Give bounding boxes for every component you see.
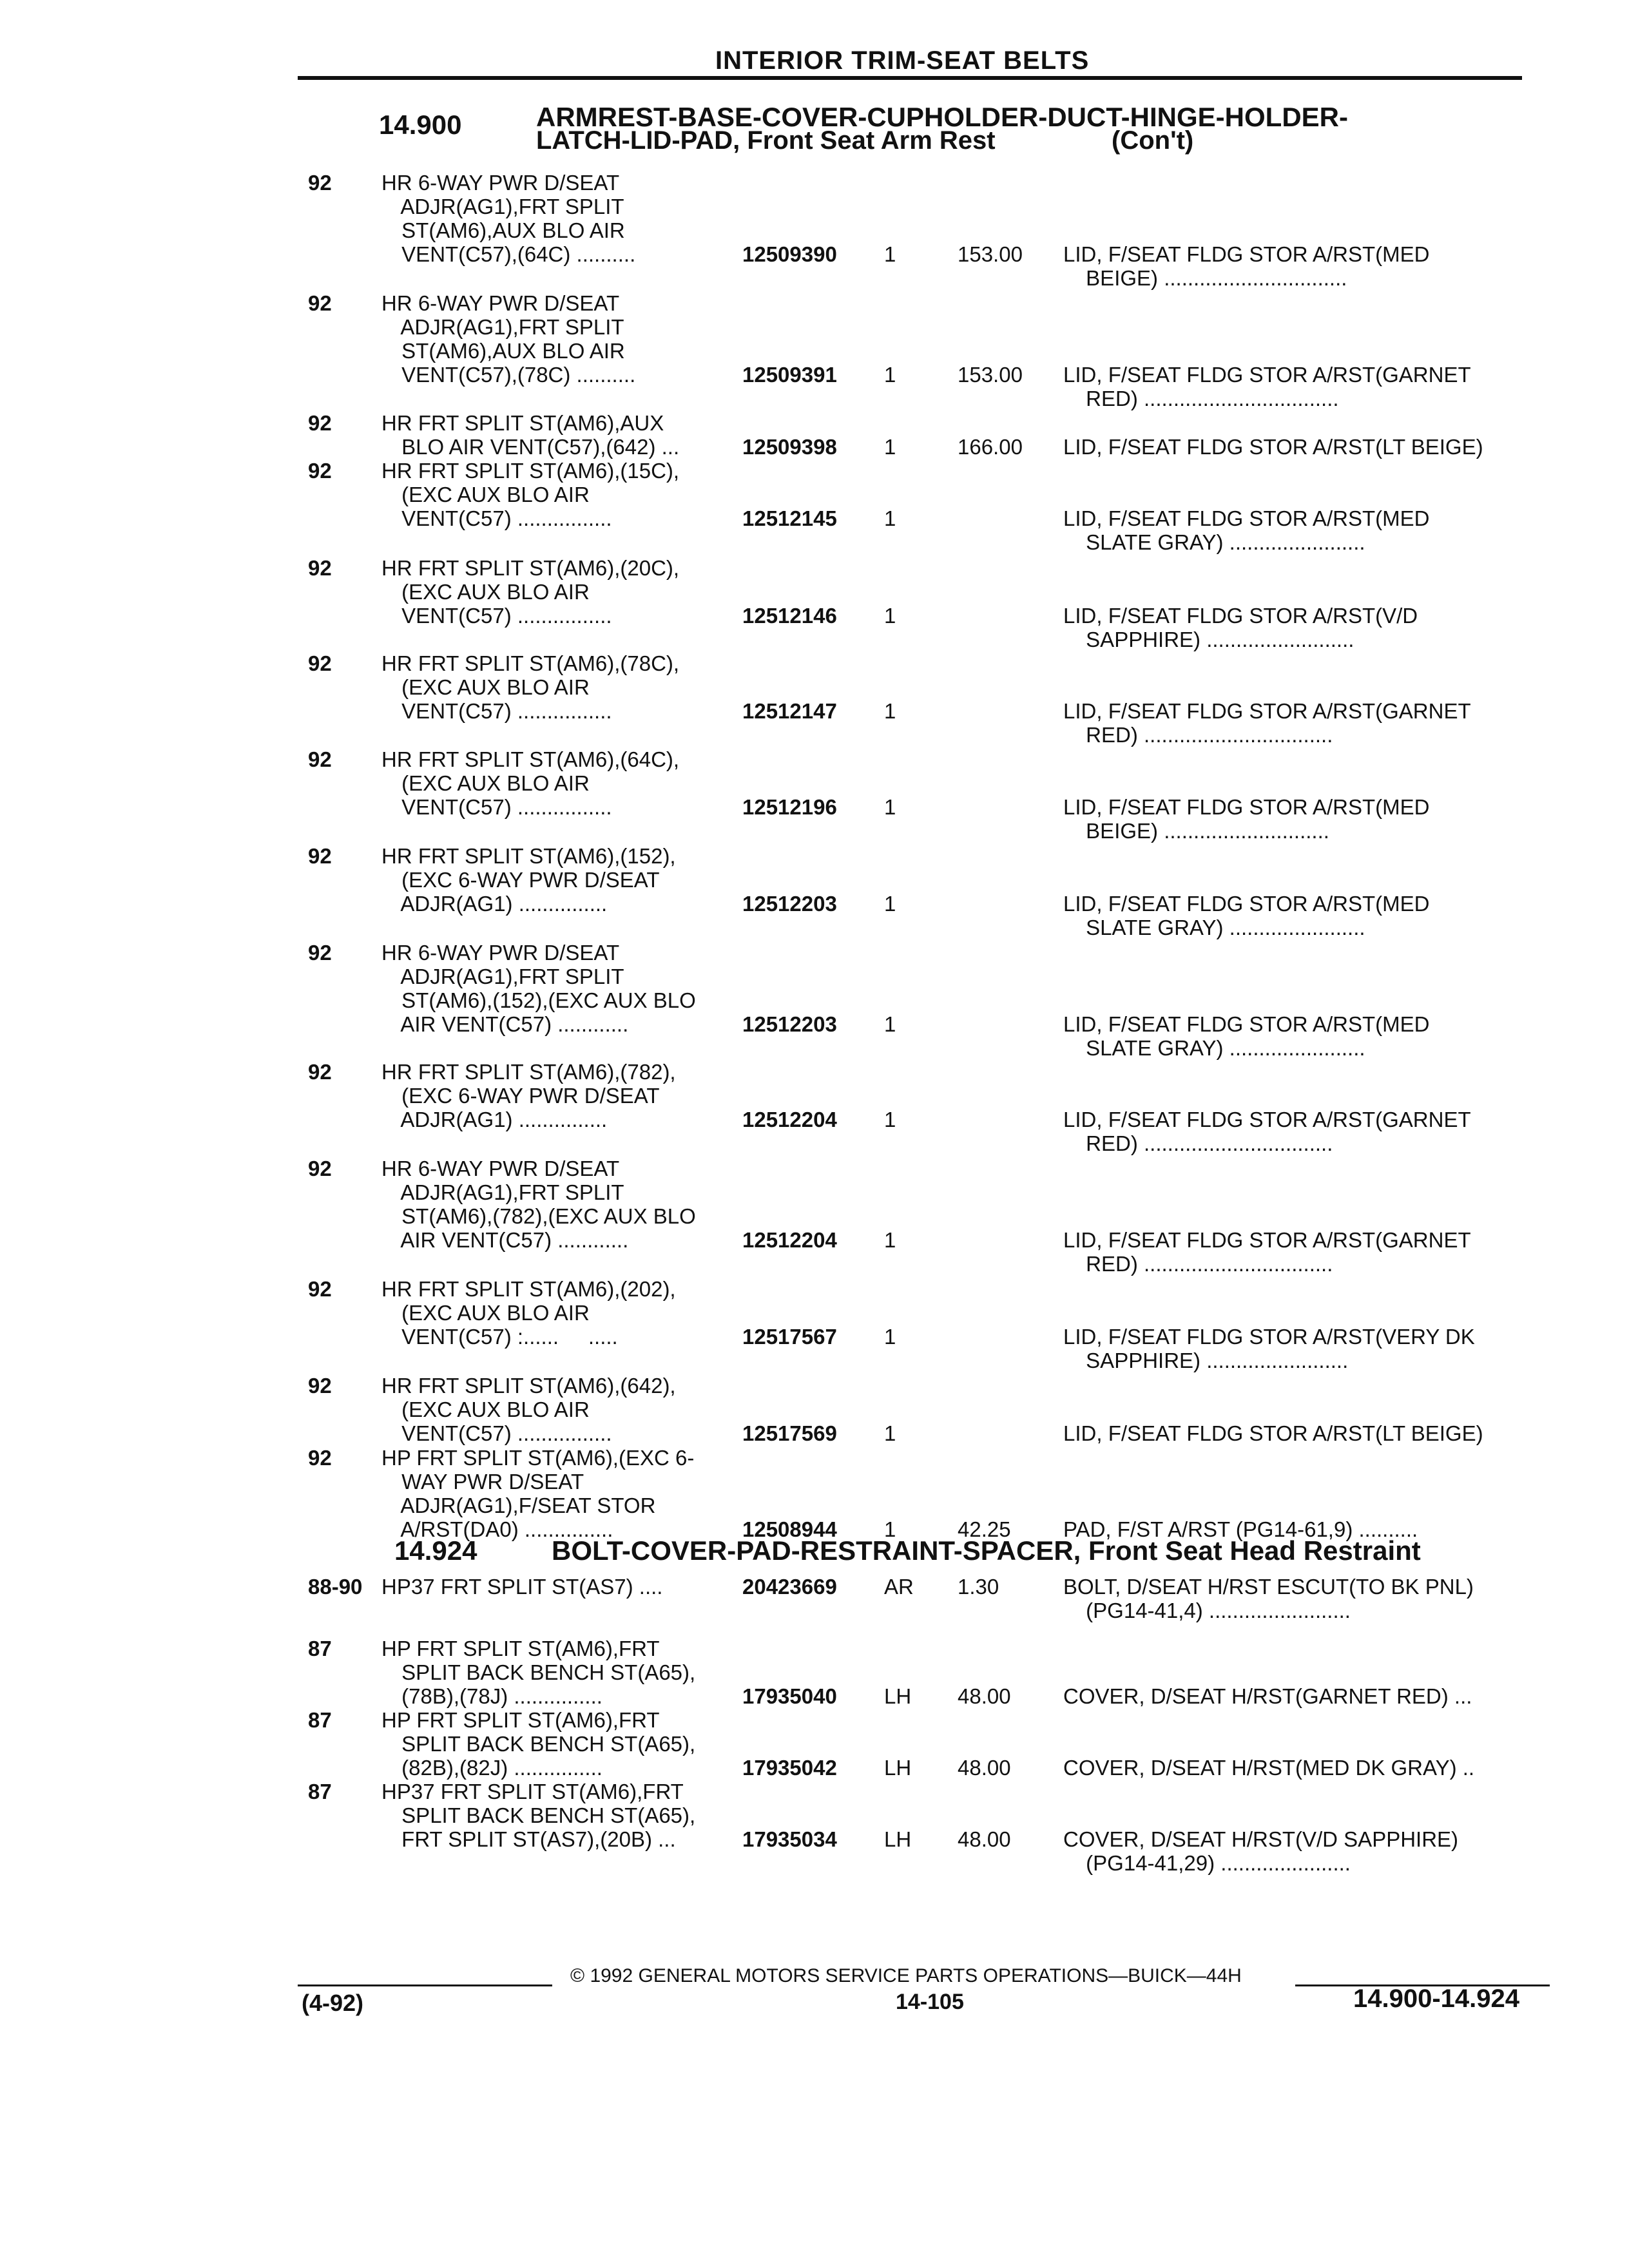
part-name: COVER, D/SEAT H/RST(MED DK GRAY) .. xyxy=(1063,1756,1475,1780)
part-number: 17935040 xyxy=(742,1684,837,1708)
part-name: SAPPHIRE) ........................ xyxy=(1080,1349,1349,1372)
part-name: (PG14-41,29) ...................... xyxy=(1080,1851,1351,1875)
model-code: 92 xyxy=(308,651,332,675)
section-title: ARMREST-BASE-COVER-CUPHOLDER-DUCT-HINGE-HOLDER- xyxy=(536,102,1348,132)
part-number: 12512203 xyxy=(742,1012,837,1036)
part-name: PAD, F/ST A/RST (PG14-61,9) .......... xyxy=(1063,1517,1418,1541)
usage-description: HP FRT SPLIT ST(AM6),FRT xyxy=(381,1708,660,1732)
quantity: 1 xyxy=(884,604,896,628)
price: 48.00 xyxy=(958,1756,1011,1780)
model-code: 92 xyxy=(308,556,332,580)
quantity: 1 xyxy=(884,1012,896,1036)
price: 42.25 xyxy=(958,1517,1011,1541)
usage-description: VENT(C57) :...... ..... xyxy=(396,1325,618,1349)
part-number: 12512146 xyxy=(742,604,837,628)
part-name: LID, F/SEAT FLDG STOR A/RST(MED xyxy=(1063,1012,1430,1036)
footer-page-number: 14-105 xyxy=(896,1990,964,2014)
model-code: 92 xyxy=(308,1157,332,1180)
footer-section-range: 14.900-14.924 xyxy=(1353,1984,1520,2013)
part-number: 12512147 xyxy=(742,699,837,723)
part-name: SLATE GRAY) ....................... xyxy=(1080,1036,1365,1060)
part-number: 17935034 xyxy=(742,1827,837,1851)
quantity: LH xyxy=(884,1684,912,1708)
usage-description: SPLIT BACK BENCH ST(A65), xyxy=(396,1660,696,1684)
usage-description: AIR VENT(C57) ............ xyxy=(396,1012,629,1036)
usage-description: HR FRT SPLIT ST(AM6),(64C), xyxy=(381,747,680,771)
usage-description: ADJR(AG1),FRT SPLIT xyxy=(396,315,624,339)
usage-description: VENT(C57) ................ xyxy=(396,506,612,530)
quantity: 1 xyxy=(884,892,896,916)
quantity: 1 xyxy=(884,1228,896,1252)
part-name: LID, F/SEAT FLDG STOR A/RST(GARNET xyxy=(1063,699,1471,723)
part-name: (PG14-41,4) ........................ xyxy=(1080,1599,1351,1622)
model-code: 87 xyxy=(308,1637,332,1660)
part-name: RED) ................................ xyxy=(1080,723,1333,747)
usage-description: SPLIT BACK BENCH ST(A65), xyxy=(396,1732,696,1756)
part-name: LID, F/SEAT FLDG STOR A/RST(MED xyxy=(1063,892,1430,916)
model-code: 92 xyxy=(308,1060,332,1084)
price: 1.30 xyxy=(958,1575,999,1599)
part-number: 20423669 xyxy=(742,1575,837,1599)
usage-description: VENT(C57),(64C) .......... xyxy=(396,242,636,266)
model-code: 92 xyxy=(308,941,332,965)
quantity: 1 xyxy=(884,1421,896,1445)
model-code: 92 xyxy=(308,1374,332,1398)
quantity: 1 xyxy=(884,1517,896,1541)
usage-description: HR FRT SPLIT ST(AM6),(782), xyxy=(381,1060,676,1084)
usage-description: HR 6-WAY PWR D/SEAT xyxy=(381,171,620,195)
model-code: 92 xyxy=(308,459,332,483)
part-number: 12512145 xyxy=(742,506,837,530)
usage-description: AIR VENT(C57) ............ xyxy=(396,1228,629,1252)
usage-description: HR FRT SPLIT ST(AM6),(202), xyxy=(381,1277,676,1301)
usage-description: HR 6-WAY PWR D/SEAT xyxy=(381,291,620,315)
price: 153.00 xyxy=(958,242,1023,266)
model-code: 92 xyxy=(308,171,332,195)
usage-description: ADJR(AG1),FRT SPLIT xyxy=(396,195,624,218)
usage-description: (EXC AUX BLO AIR xyxy=(396,675,590,699)
usage-description: ST(AM6),(782),(EXC AUX BLO xyxy=(396,1204,696,1228)
usage-description: HR 6-WAY PWR D/SEAT xyxy=(381,1157,620,1180)
usage-description: HP37 FRT SPLIT ST(AM6),FRT xyxy=(381,1780,684,1803)
model-code: 92 xyxy=(308,1446,332,1470)
quantity: 1 xyxy=(884,1325,896,1349)
price: 48.00 xyxy=(958,1827,1011,1851)
part-name: LID, F/SEAT FLDG STOR A/RST(MED xyxy=(1063,506,1430,530)
usage-description: (EXC AUX BLO AIR xyxy=(396,483,590,506)
part-number: 12509398 xyxy=(742,435,837,459)
usage-description: (EXC AUX BLO AIR xyxy=(396,771,590,795)
quantity: LH xyxy=(884,1827,912,1851)
usage-description: HP FRT SPLIT ST(AM6),(EXC 6- xyxy=(381,1446,695,1470)
part-name: BEIGE) ............................... xyxy=(1080,266,1347,290)
usage-description: HR FRT SPLIT ST(AM6),(152), xyxy=(381,844,676,868)
usage-description: HR FRT SPLIT ST(AM6),(15C), xyxy=(381,459,680,483)
part-name: SLATE GRAY) ....................... xyxy=(1080,916,1365,939)
usage-description: (EXC AUX BLO AIR xyxy=(396,1301,590,1325)
model-code: 92 xyxy=(308,291,332,315)
part-name: LID, F/SEAT FLDG STOR A/RST(MED xyxy=(1063,242,1430,266)
model-code: 88-90 xyxy=(308,1575,363,1599)
model-code: 92 xyxy=(308,747,332,771)
usage-description: (EXC 6-WAY PWR D/SEAT xyxy=(396,868,660,892)
price: 166.00 xyxy=(958,435,1023,459)
part-number: 12517569 xyxy=(742,1421,837,1445)
usage-description: (EXC AUX BLO AIR xyxy=(396,580,590,604)
part-name: SAPPHIRE) ......................... xyxy=(1080,628,1354,651)
part-name: LID, F/SEAT FLDG STOR A/RST(GARNET xyxy=(1063,1108,1471,1131)
usage-description: HR FRT SPLIT ST(AM6),(20C), xyxy=(381,556,680,580)
quantity: 1 xyxy=(884,506,896,530)
usage-description: HR FRT SPLIT ST(AM6),(78C), xyxy=(381,651,680,675)
model-code: 92 xyxy=(308,844,332,868)
page-title: INTERIOR TRIM-SEAT BELTS xyxy=(715,46,1090,75)
usage-description: ST(AM6),AUX BLO AIR xyxy=(396,339,625,363)
model-code: 92 xyxy=(308,1277,332,1301)
quantity: 1 xyxy=(884,795,896,819)
usage-description: (78B),(78J) ............... xyxy=(396,1684,602,1708)
section-subtitle: LATCH-LID-PAD, Front Seat Arm Rest xyxy=(536,126,996,155)
part-name: RED) ................................ xyxy=(1080,1131,1333,1155)
footer-rule-left xyxy=(298,1984,552,1986)
usage-description: ADJR(AG1),F/SEAT STOR xyxy=(396,1494,656,1517)
section-number: 14.900 xyxy=(379,110,462,140)
part-name: LID, F/SEAT FLDG STOR A/RST(LT BEIGE) xyxy=(1063,435,1483,459)
usage-description: ADJR(AG1),FRT SPLIT xyxy=(396,1180,624,1204)
part-name: RED) ................................. xyxy=(1080,387,1339,410)
model-code: 87 xyxy=(308,1708,332,1732)
part-number: 12512204 xyxy=(742,1228,837,1252)
part-number: 17935042 xyxy=(742,1756,837,1780)
footer-date: (4-92) xyxy=(302,1990,364,2016)
part-number: 12512203 xyxy=(742,892,837,916)
usage-description: (EXC 6-WAY PWR D/SEAT xyxy=(396,1084,660,1108)
part-name: COVER, D/SEAT H/RST(V/D SAPPHIRE) xyxy=(1063,1827,1459,1851)
part-name: LID, F/SEAT FLDG STOR A/RST(VERY DK xyxy=(1063,1325,1475,1349)
usage-description: HR 6-WAY PWR D/SEAT xyxy=(381,941,620,965)
usage-description: (82B),(82J) ............... xyxy=(396,1756,602,1780)
usage-description: VENT(C57) ................ xyxy=(396,604,612,628)
part-number: 12508944 xyxy=(742,1517,837,1541)
quantity: 1 xyxy=(884,1108,896,1131)
usage-description: ADJR(AG1) ............... xyxy=(396,1108,608,1131)
part-name: RED) ................................ xyxy=(1080,1252,1333,1276)
usage-description: A/RST(DA0) ............... xyxy=(396,1517,613,1541)
part-number: 12517567 xyxy=(742,1325,837,1349)
usage-description: HR FRT SPLIT ST(AM6),(642), xyxy=(381,1374,676,1398)
usage-description: (EXC AUX BLO AIR xyxy=(396,1398,590,1421)
part-name: COVER, D/SEAT H/RST(GARNET RED) ... xyxy=(1063,1684,1472,1708)
quantity: AR xyxy=(884,1575,914,1599)
part-name: BOLT, D/SEAT H/RST ESCUT(TO BK PNL) xyxy=(1063,1575,1474,1599)
part-number: 12509391 xyxy=(742,363,837,387)
footer-copyright: © 1992 GENERAL MOTORS SERVICE PARTS OPERATIONS—BUICK—44H xyxy=(570,1965,1242,1986)
section-number: 14.924 xyxy=(394,1535,477,1566)
usage-description: VENT(C57) ................ xyxy=(396,699,612,723)
part-name: LID, F/SEAT FLDG STOR A/RST(GARNET xyxy=(1063,1228,1471,1252)
quantity: LH xyxy=(884,1756,912,1780)
part-number: 12512204 xyxy=(742,1108,837,1131)
part-name: LID, F/SEAT FLDG STOR A/RST(MED xyxy=(1063,795,1430,819)
usage-description: ADJR(AG1),FRT SPLIT xyxy=(396,965,624,988)
model-code: 92 xyxy=(308,411,332,435)
usage-description: WAY PWR D/SEAT xyxy=(396,1470,584,1494)
quantity: 1 xyxy=(884,363,896,387)
usage-description: FRT SPLIT ST(AS7),(20B) ... xyxy=(396,1827,676,1851)
usage-description: VENT(C57),(78C) .......... xyxy=(396,363,636,387)
part-name: LID, F/SEAT FLDG STOR A/RST(LT BEIGE) xyxy=(1063,1421,1483,1445)
part-number: 12509390 xyxy=(742,242,837,266)
usage-description: VENT(C57) ................ xyxy=(396,1421,612,1445)
quantity: 1 xyxy=(884,435,896,459)
usage-description: SPLIT BACK BENCH ST(A65), xyxy=(396,1803,696,1827)
quantity: 1 xyxy=(884,699,896,723)
price: 48.00 xyxy=(958,1684,1011,1708)
usage-description: HP FRT SPLIT ST(AM6),FRT xyxy=(381,1637,660,1660)
model-code: 87 xyxy=(308,1780,332,1803)
quantity: 1 xyxy=(884,242,896,266)
part-name: BEIGE) ............................ xyxy=(1080,819,1329,843)
part-name: LID, F/SEAT FLDG STOR A/RST(V/D xyxy=(1063,604,1418,628)
price: 153.00 xyxy=(958,363,1023,387)
usage-description: HR FRT SPLIT ST(AM6),AUX xyxy=(381,411,664,435)
usage-description: ADJR(AG1) ............... xyxy=(396,892,608,916)
usage-description: ST(AM6),AUX BLO AIR xyxy=(396,218,625,242)
part-name: SLATE GRAY) ....................... xyxy=(1080,530,1365,554)
usage-description: HP37 FRT SPLIT ST(AS7) .... xyxy=(381,1575,663,1599)
usage-description: ST(AM6),(152),(EXC AUX BLO xyxy=(396,988,696,1012)
section-continued: (Con't) xyxy=(1112,126,1194,155)
section-title: BOLT-COVER-PAD-RESTRAINT-SPACER, Front Seat Head Restraint xyxy=(552,1535,1421,1566)
usage-description: BLO AIR VENT(C57),(642) ... xyxy=(396,435,680,459)
usage-description: VENT(C57) ................ xyxy=(396,795,612,819)
part-name: LID, F/SEAT FLDG STOR A/RST(GARNET xyxy=(1063,363,1471,387)
header-rule xyxy=(298,76,1522,80)
part-number: 12512196 xyxy=(742,795,837,819)
